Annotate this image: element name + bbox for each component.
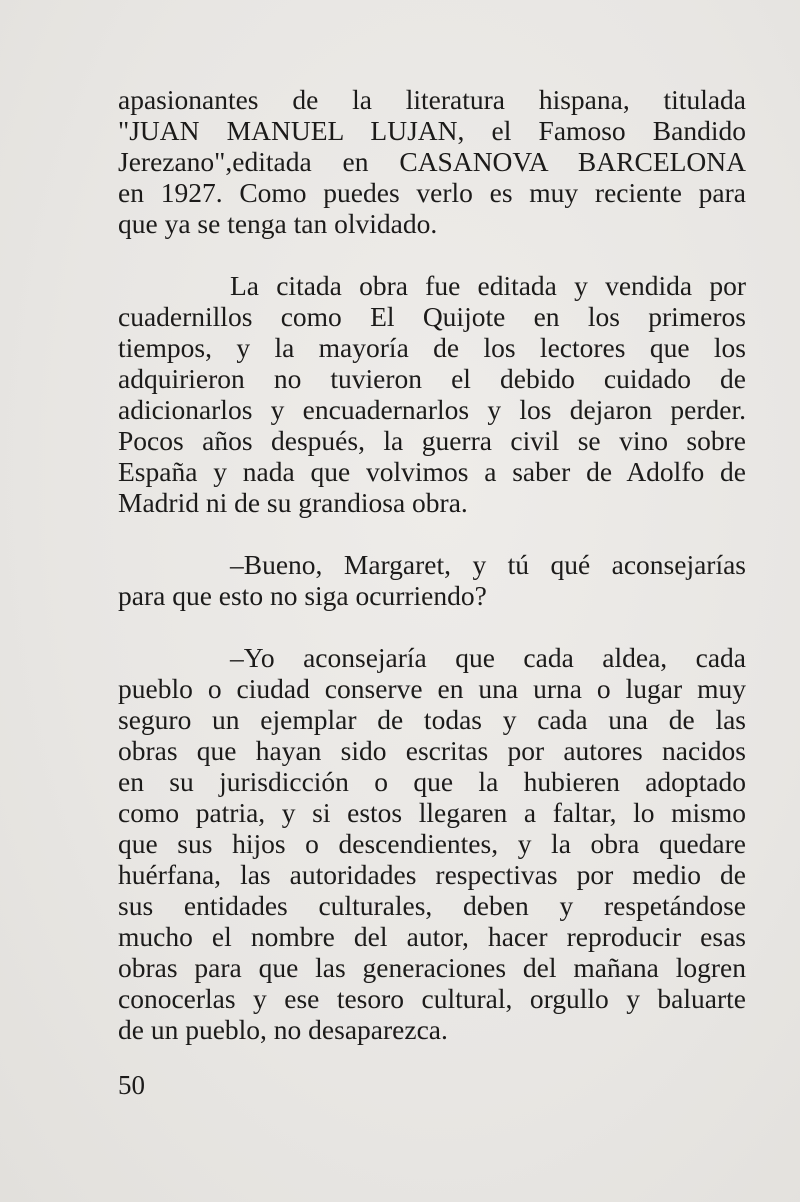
text-line: para que esto no siga ocurriendo? xyxy=(118,580,487,611)
text-line: mucho el nombre del autor, hacer reproducir esas xyxy=(118,921,746,952)
text-line: obras para que las generaciones del mañana logren xyxy=(118,952,746,983)
text-line: Madrid ni de su grandiosa obra. xyxy=(118,487,468,518)
text-line: Jerezano",editada en CASANOVA BARCELONA xyxy=(118,146,746,177)
text-line: apasionantes de la literatura hispana, titulada xyxy=(118,84,746,115)
text-line: conocerlas y ese tesoro cultural, orgullo y baluarte xyxy=(118,983,746,1014)
paragraph-gap xyxy=(118,518,746,549)
paragraph-4 xyxy=(118,642,746,1045)
body-text xyxy=(118,84,746,1045)
text-line: adicionarlos y encuadernarlos y los dejaron perder. xyxy=(118,394,746,425)
text-line: España y nada que volvimos a saber de Adolfo de xyxy=(118,456,746,487)
text-line: seguro un ejemplar de todas y cada una de las xyxy=(118,704,746,735)
text-line: en su jurisdicción o que la hubieren adoptado xyxy=(118,766,746,797)
text-line: obras que hayan sido escritas por autores nacidos xyxy=(118,735,746,766)
text-line: "JUAN MANUEL LUJAN, el Famoso Bandido xyxy=(118,115,746,146)
text-line: de un pueblo, no desaparezca. xyxy=(118,1014,448,1045)
text-line: sus entidades culturales, deben y respetándose xyxy=(118,890,746,921)
text-line: tiempos, y la mayoría de los lectores que los xyxy=(118,332,746,363)
paragraph-gap xyxy=(118,611,746,642)
text-line: pueblo o ciudad conserve en una urna o lugar muy xyxy=(118,673,746,704)
text-line: La citada obra fue editada y vendida por xyxy=(230,270,746,301)
text-line: en 1927. Como puedes verlo es muy reciente para xyxy=(118,177,746,208)
text-line: –Yo aconsejaría que cada aldea, cada xyxy=(230,642,746,673)
text-line: Pocos años después, la guerra civil se vino sobre xyxy=(118,425,746,456)
text-line: cuadernillos como El Quijote en los primeros xyxy=(118,301,746,332)
paragraph-3 xyxy=(118,549,746,611)
paragraph-2 xyxy=(118,270,746,518)
text-line: que sus hijos o descendientes, y la obra quedare xyxy=(118,828,746,859)
text-line: huérfana, las autoridades respectivas por medio de xyxy=(118,859,746,890)
text-line: que ya se tenga tan olvidado. xyxy=(118,208,438,239)
text-line: adquirieron no tuvieron el debido cuidado de xyxy=(118,363,746,394)
text-line: como patria, y si estos llegaren a faltar, lo mismo xyxy=(118,797,746,828)
text-line: –Bueno, Margaret, y tú qué aconsejarías xyxy=(230,549,746,580)
paragraph-1 xyxy=(118,84,746,239)
paragraph-gap xyxy=(118,239,746,270)
page-number: 50 xyxy=(118,1070,145,1100)
